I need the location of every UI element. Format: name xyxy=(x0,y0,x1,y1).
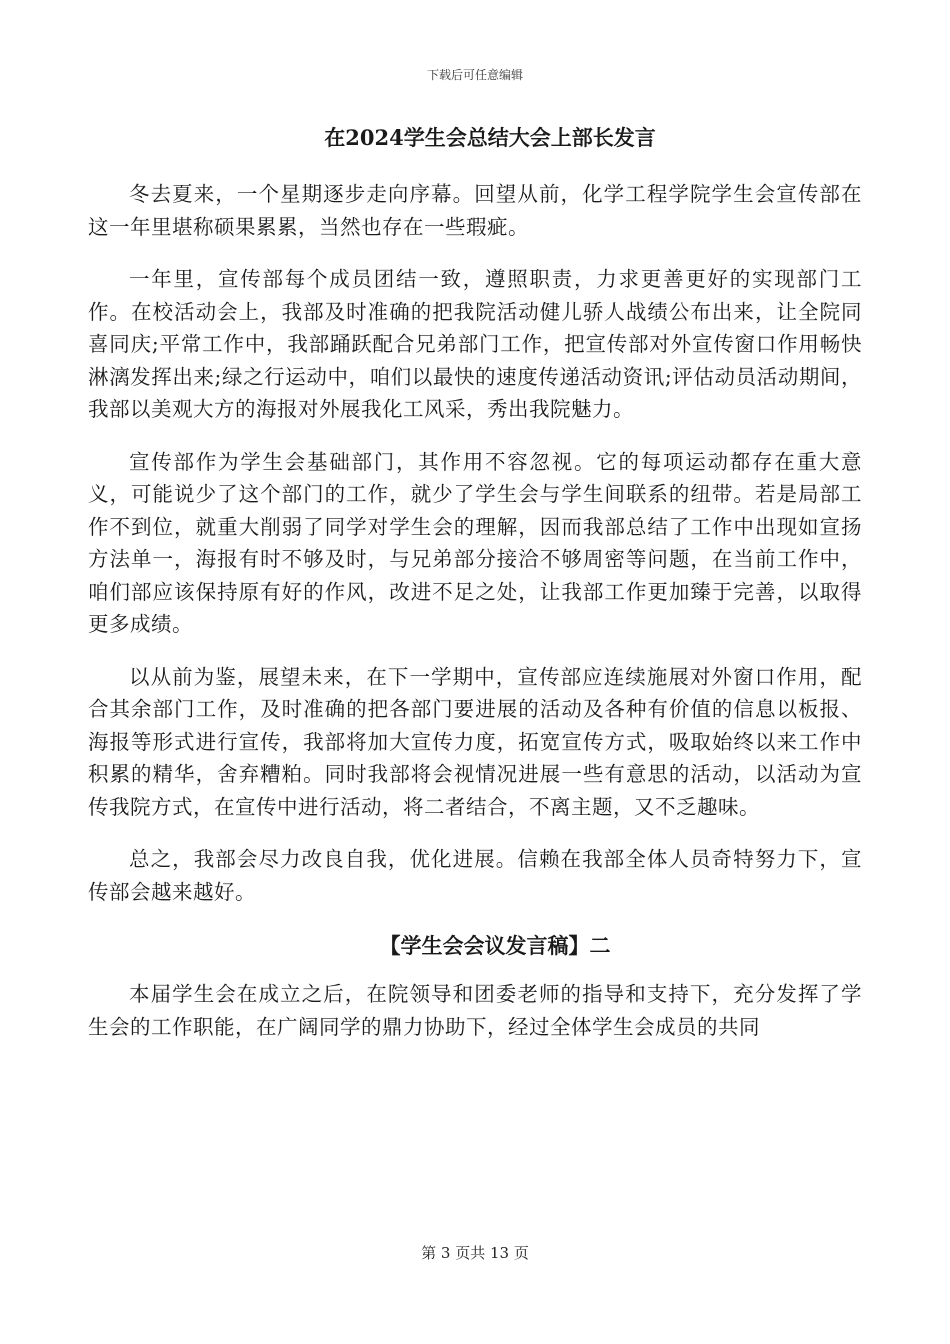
paragraph-1: 冬去夏来，一个星期逐步走向序幕。回望从前，化学工程学院学生会宣传部在这一年里堪称硕果累累，当然也存在一些瑕疵。 xyxy=(88,182,862,239)
paragraph-6: 本届学生会在成立之后，在院领导和团委老师的指导和支持下，充分发挥了学生会的工作职能，在广阔同学的鼎力协助下，经过全体学生会成员的共同 xyxy=(88,982,862,1039)
paragraph-4: 以从前为鉴，展望未来，在下一学期中，宣传部应连续施展对外窗口作用，配合其余部门工作，及时准确的把各部门要进展的活动及各种有价值的信息以板报、海报等形式进行宣传，我部将加大宣传力度，拓宽宣传方式，吸取始终以来工作中积累的精华，舍弃糟粕。同时我部将会视情况进展一些有意思的活动，以活动为宣传我院方式，在宣传中进行活动，将二者结合，不离主题，又不乏趣味。 xyxy=(88,664,862,819)
page-footer: 第 3 页共 13 页 xyxy=(421,1244,529,1262)
paragraph-5: 总之，我部会尽力改良自我，优化进展。信赖在我部全体人员奇特努力下，宣传部会越来越好。 xyxy=(88,847,862,904)
paragraph-2: 一年里，宣传部每个成员团结一致，遵照职责，力求更善更好的实现部门工作。在校活动会上，我部及时准确的把我院活动健儿骄人战绩公布出来，让全院同喜同庆;平常工作中，我部踊跃配合兄弟部门工作，把宣传部对外宣传窗口作用畅快淋漓发挥出来;绿之行运动中，咱们以最快的速度传递活动资讯;评估动员活动期间，我部以美观大方的海报对外展我化工风采，秀出我院魅力。 xyxy=(88,267,862,421)
document-title: 在2024学生会总结大会上部长发言 xyxy=(324,125,656,150)
document-body xyxy=(88,120,862,1063)
paragraph-3: 宣传部作为学生会基础部门，其作用不容忽视。它的每项运动都存在重大意义，可能说少了这个部门的工作，就少了学生会与学生间联系的纽带。若是局部工作不到位，就重大削弱了同学对学生会的理解，因而我部总结了工作中出现如宣扬方法单一，海报有时不够及时，与兄弟部分接洽不够周密等问题，在当前工作中，咱们部应该保持原有好的作风，改进不足之处，让我部工作更加臻于完善，以取得更多成绩。 xyxy=(88,449,862,636)
header-note: 下载后可任意编辑 xyxy=(426,68,523,82)
section-subtitle: 【学生会会议发言稿】二 xyxy=(379,933,611,958)
